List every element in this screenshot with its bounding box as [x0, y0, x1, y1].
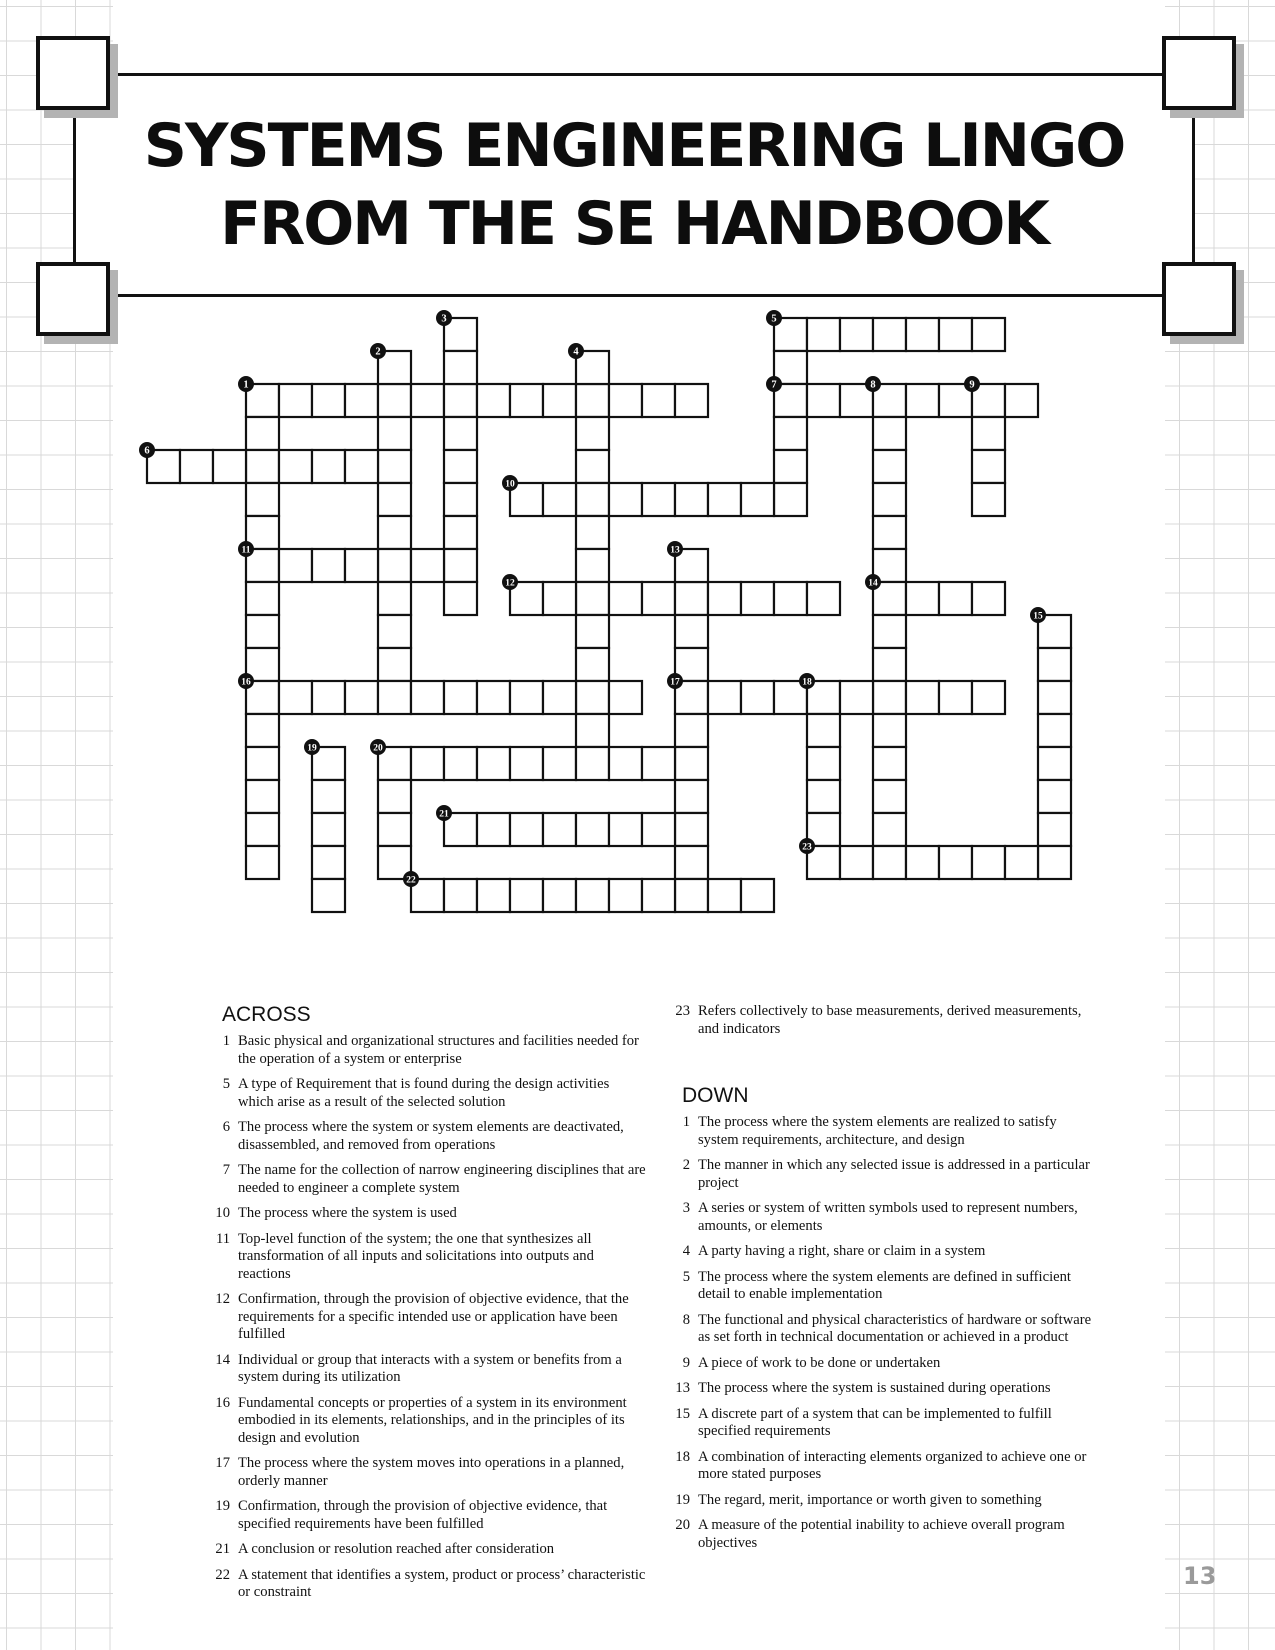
clue-item-number: 18	[675, 1448, 690, 1465]
grid-cell[interactable]	[675, 846, 708, 879]
clue-item-text: Confirmation, through the provision of objective evidence, that the requirements for a specific intended use or application have been fulfilled	[238, 1291, 629, 1342]
grid-cell[interactable]	[840, 846, 873, 879]
grid-cell[interactable]	[972, 846, 1005, 879]
grid-cell[interactable]	[873, 681, 906, 714]
grid-cell[interactable]	[675, 813, 708, 846]
grid-cell[interactable]	[246, 813, 279, 846]
grid-cell[interactable]	[345, 384, 378, 417]
grid-cell[interactable]	[378, 516, 411, 549]
clue-item-text: The process where the system elements are defined in sufficient detail to enable implementation	[698, 1268, 1071, 1302]
grid-cell[interactable]	[510, 384, 543, 417]
grid-cell[interactable]	[708, 681, 741, 714]
grid-cell[interactable]	[576, 648, 609, 681]
grid-cell[interactable]	[675, 879, 708, 912]
clue-item	[207, 1567, 647, 1602]
grid-cell[interactable]	[873, 450, 906, 483]
grid-cell[interactable]	[873, 747, 906, 780]
grid-cell[interactable]	[477, 747, 510, 780]
grid-cell[interactable]	[279, 450, 312, 483]
grid-cell[interactable]	[708, 879, 741, 912]
grid-cell[interactable]	[312, 813, 345, 846]
grid-cell[interactable]	[213, 450, 246, 483]
clue-item-text: The process where the system elements are realized to satisfy system requirements, architecture, and design	[698, 1114, 1057, 1148]
clue-item-number: 19	[675, 1491, 690, 1508]
grid-cell[interactable]	[972, 582, 1005, 615]
page-number: 13	[1183, 1562, 1217, 1590]
grid-cell[interactable]	[345, 450, 378, 483]
grid-cell[interactable]	[279, 384, 312, 417]
clue-number: 3	[441, 313, 447, 325]
grid-cell[interactable]	[774, 417, 807, 450]
grid-cell[interactable]	[246, 780, 279, 813]
grid-cell[interactable]	[906, 318, 939, 351]
grid-cell[interactable]	[543, 747, 576, 780]
grid-cell[interactable]	[1038, 648, 1071, 681]
clue-number: 14	[868, 578, 878, 589]
grid-cell[interactable]	[543, 813, 576, 846]
clue-item-text: A series or system of written symbols used to represent numbers, amounts, or elements	[698, 1200, 1078, 1234]
grid-cell[interactable]	[246, 615, 279, 648]
clue-number: 4	[573, 346, 579, 358]
clue-item-number: 17	[215, 1455, 230, 1471]
clue-item-number: 7	[222, 1162, 230, 1178]
grid-cell[interactable]	[906, 582, 939, 615]
clue-number: 8	[870, 379, 876, 391]
grid-cell[interactable]	[642, 582, 675, 615]
clue-item	[207, 1231, 647, 1284]
grid-cell[interactable]	[642, 483, 675, 516]
clue-item-text: Individual or group that interacts with a system or benefits from a system during its utilization	[238, 1351, 622, 1385]
grid-cell[interactable]	[477, 879, 510, 912]
title-line-1: SYSTEMS ENGINEERING LINGO	[143, 111, 1125, 181]
grid-cell[interactable]	[444, 516, 477, 549]
clue-item-number: 21	[215, 1541, 230, 1557]
clue-item-number: 5	[222, 1076, 230, 1092]
grid-cell[interactable]	[873, 417, 906, 450]
clue-number: 10	[505, 479, 515, 490]
clue-item-number: 22	[215, 1566, 230, 1583]
clue-item-number: 15	[675, 1405, 690, 1422]
grid-cell[interactable]	[444, 483, 477, 516]
grid-cell[interactable]	[1005, 846, 1038, 879]
clue-item	[667, 1492, 1097, 1510]
grid-cell[interactable]	[576, 450, 609, 483]
grid-cell[interactable]	[939, 846, 972, 879]
grid-cell[interactable]	[807, 780, 840, 813]
grid-cell[interactable]	[576, 714, 609, 747]
grid-cell[interactable]	[741, 681, 774, 714]
grid-cell[interactable]	[444, 384, 477, 417]
grid-cell[interactable]	[609, 582, 642, 615]
clue-item-number: 11	[215, 1230, 230, 1247]
clue-item-text: A discrete part of a system that can be implemented to fulfill specified requirements	[698, 1405, 1052, 1439]
clue-item	[207, 1162, 647, 1197]
clue-item-text: The process where the system or system elements are deactivated, disassembled, and removed from operations	[238, 1119, 624, 1153]
grid-cell[interactable]	[246, 846, 279, 879]
grid-cell[interactable]	[576, 747, 609, 780]
grid-cell[interactable]	[576, 681, 609, 714]
clue-item-text: A piece of work to be done or undertaken	[698, 1354, 941, 1371]
grid-cell[interactable]	[576, 417, 609, 450]
clue-item-number: 13	[675, 1380, 690, 1396]
clue-number: 22	[406, 875, 416, 886]
clue-item-text: A conclusion or resolution reached after consideration	[238, 1541, 555, 1557]
grid-cell[interactable]	[675, 615, 708, 648]
clue-item-text: A measure of the potential inability to achieve overall program objectives	[698, 1517, 1065, 1551]
clue-item	[207, 1291, 647, 1344]
clue-item	[667, 1200, 1097, 1235]
grid-cell[interactable]	[807, 714, 840, 747]
grid-cell[interactable]	[576, 879, 609, 912]
grid-cell[interactable]	[378, 813, 411, 846]
grid-cell[interactable]	[378, 549, 411, 582]
grid-cell[interactable]	[246, 582, 279, 615]
clue-item-text: A combination of interacting elements organized to achieve one or more stated purposes	[698, 1448, 1087, 1482]
grid-cell[interactable]	[378, 483, 411, 516]
grid-cell[interactable]	[675, 582, 708, 615]
grid-cell[interactable]	[543, 681, 576, 714]
clues-left-column	[207, 1003, 647, 1610]
grid-cell[interactable]	[345, 549, 378, 582]
clue-number: 16	[241, 677, 251, 688]
grid-cell[interactable]	[444, 351, 477, 384]
clue-item-number: 9	[682, 1354, 690, 1371]
grid-cell[interactable]	[576, 384, 609, 417]
clue-number: 17	[670, 677, 680, 688]
grid-cell[interactable]	[246, 450, 279, 483]
grid-cell[interactable]	[279, 549, 312, 582]
grid-cell[interactable]	[675, 747, 708, 780]
grid-cell[interactable]	[609, 879, 642, 912]
grid-cell[interactable]	[939, 681, 972, 714]
grid-cell[interactable]	[576, 813, 609, 846]
grid-cell[interactable]	[609, 681, 642, 714]
clue-item-number: 8	[682, 1311, 690, 1328]
clue-item-number: 3	[682, 1200, 690, 1216]
clue-item	[207, 1119, 647, 1154]
grid-cell[interactable]	[576, 582, 609, 615]
grid-cell[interactable]	[411, 549, 444, 582]
grid-cell[interactable]	[378, 615, 411, 648]
grid-cell[interactable]	[477, 681, 510, 714]
across-clue-list	[207, 1033, 647, 1602]
grid-cell[interactable]	[378, 648, 411, 681]
clue-item	[667, 1003, 1097, 1038]
grid-cell[interactable]	[642, 384, 675, 417]
grid-cell[interactable]	[411, 747, 444, 780]
clue-item-text: The name for the collection of narrow engineering disciplines that are needed to engineer a complete system	[238, 1162, 646, 1196]
grid-cell[interactable]	[378, 780, 411, 813]
clue-item	[207, 1076, 647, 1111]
grid-cell[interactable]	[609, 384, 642, 417]
grid-cell[interactable]	[906, 681, 939, 714]
grid-cell[interactable]	[807, 318, 840, 351]
grid-cell[interactable]	[609, 747, 642, 780]
grid-cell[interactable]	[774, 582, 807, 615]
grid-cell[interactable]	[477, 384, 510, 417]
grid-cell[interactable]	[312, 384, 345, 417]
clue-item	[667, 1355, 1097, 1373]
grid-cell[interactable]	[873, 780, 906, 813]
grid-cell[interactable]	[279, 681, 312, 714]
grid-cell[interactable]	[972, 318, 1005, 351]
grid-cell[interactable]	[543, 879, 576, 912]
grid-cell[interactable]	[873, 483, 906, 516]
grid-cell[interactable]	[543, 582, 576, 615]
clue-item-text: Top-level function of the system; the one that synthesizes all transformation of all inputs and solicitations into outputs and reactions	[238, 1230, 594, 1282]
grid-cell[interactable]	[906, 846, 939, 879]
grid-cell[interactable]	[543, 384, 576, 417]
clue-item-number: 5	[682, 1268, 690, 1285]
clue-item-text: The functional and physical characteristics of hardware or software as set forth in technical documentation or achieved in a product	[698, 1311, 1092, 1345]
grid-cell[interactable]	[642, 747, 675, 780]
grid-cell[interactable]	[807, 384, 840, 417]
clue-item-text: A statement that identifies a system, product or process’ characteristic or constraint	[238, 1566, 646, 1600]
grid-cell[interactable]	[312, 879, 345, 912]
grid-cell[interactable]	[576, 549, 609, 582]
clue-item	[667, 1243, 1097, 1261]
down-clue-list	[667, 1114, 1097, 1552]
grid-cell[interactable]	[510, 681, 543, 714]
grid-cell[interactable]	[873, 846, 906, 879]
grid-cell[interactable]	[378, 417, 411, 450]
grid-cell[interactable]	[1005, 384, 1038, 417]
grid-cell[interactable]	[807, 582, 840, 615]
grid-cell[interactable]	[543, 483, 576, 516]
grid-cell[interactable]	[939, 318, 972, 351]
grid-cell[interactable]	[510, 879, 543, 912]
clue-number: 2	[375, 346, 381, 358]
grid-cell[interactable]	[1038, 813, 1071, 846]
grid-cell[interactable]	[873, 615, 906, 648]
clues-right-column	[667, 1003, 1097, 1560]
grid-cell[interactable]	[873, 714, 906, 747]
grid-cell[interactable]	[510, 813, 543, 846]
grid-cell[interactable]	[741, 582, 774, 615]
clue-item	[667, 1406, 1097, 1441]
clue-item-number: 2	[682, 1157, 690, 1173]
grid-cell[interactable]	[675, 714, 708, 747]
grid-cell[interactable]	[741, 483, 774, 516]
clue-item-text: A party having a right, share or claim in a system	[698, 1243, 986, 1259]
clue-item-text: The process where the system moves into operations in a planned, orderly manner	[238, 1455, 625, 1489]
grid-cell[interactable]	[444, 879, 477, 912]
clue-item	[207, 1205, 647, 1223]
clue-item-number: 16	[215, 1394, 230, 1411]
clue-item	[207, 1541, 647, 1559]
grid-cell[interactable]	[180, 450, 213, 483]
grid-cell[interactable]	[312, 846, 345, 879]
clue-item-number: 12	[215, 1291, 230, 1307]
clue-number: 11	[241, 545, 251, 556]
clue-number: 23	[802, 842, 812, 853]
grid-cell[interactable]	[576, 516, 609, 549]
grid-cell[interactable]	[378, 384, 411, 417]
clue-item	[667, 1114, 1097, 1149]
clue-number: 9	[969, 379, 975, 391]
grid-cell[interactable]	[873, 516, 906, 549]
grid-cell[interactable]	[774, 483, 807, 516]
clue-item	[667, 1269, 1097, 1304]
clue-item-text: Fundamental concepts or properties of a system in its environment embodied in its elements, relationships, and in the principles of its design and evolution	[238, 1394, 627, 1446]
grid-cell[interactable]	[675, 384, 708, 417]
clue-number: 12	[505, 578, 515, 589]
clue-item	[667, 1380, 1097, 1398]
clue-item-text: The regard, merit, importance or worth given to something	[698, 1491, 1042, 1508]
grid-cell[interactable]	[312, 681, 345, 714]
clue-item-text: The manner in which any selected issue is addressed in a particular project	[698, 1157, 1090, 1191]
grid-cell[interactable]	[609, 483, 642, 516]
clue-number: 7	[771, 379, 777, 391]
grid-cell[interactable]	[378, 450, 411, 483]
clue-item-number: 19	[215, 1498, 230, 1514]
grid-cell[interactable]	[972, 417, 1005, 450]
grid-cell[interactable]	[246, 714, 279, 747]
grid-cell[interactable]	[1038, 681, 1071, 714]
grid-cell[interactable]	[444, 582, 477, 615]
grid-cell[interactable]	[444, 417, 477, 450]
grid-cell[interactable]	[972, 483, 1005, 516]
grid-cell[interactable]	[609, 813, 642, 846]
clue-item-number: 1	[682, 1114, 690, 1130]
clue-item	[667, 1157, 1097, 1192]
grid-cell[interactable]	[246, 417, 279, 450]
grid-cell[interactable]	[807, 747, 840, 780]
clue-number: 21	[439, 809, 449, 820]
grid-cell[interactable]	[741, 879, 774, 912]
grid-cell[interactable]	[873, 318, 906, 351]
clue-number: 19	[307, 743, 317, 754]
clue-number: 20	[373, 743, 383, 754]
clue-item	[667, 1517, 1097, 1552]
clue-item-number: 14	[215, 1351, 230, 1368]
grid-cell[interactable]	[675, 780, 708, 813]
grid-cell[interactable]	[312, 549, 345, 582]
grid-cell[interactable]	[444, 450, 477, 483]
clue-number: 1	[243, 379, 249, 391]
clue-item-text: The process where the system is sustained during operations	[698, 1380, 1051, 1396]
grid-cell[interactable]	[246, 483, 279, 516]
clue-item-number: 6	[222, 1119, 230, 1135]
grid-cell[interactable]	[972, 450, 1005, 483]
grid-cell[interactable]	[477, 813, 510, 846]
clue-item-number: 23	[675, 1003, 690, 1019]
grid-cell[interactable]	[1038, 747, 1071, 780]
grid-cell[interactable]	[873, 813, 906, 846]
grid-cell[interactable]	[378, 681, 411, 714]
clue-item-text: Confirmation, through the provision of objective evidence, that specified requirements have been fulfilled	[238, 1498, 608, 1532]
grid-cell[interactable]	[675, 483, 708, 516]
grid-cell[interactable]	[840, 318, 873, 351]
clue-item-text: Refers collectively to base measurements, derived measurements, and indicators	[698, 1003, 1082, 1037]
grid-cell[interactable]	[345, 681, 378, 714]
clue-item-text: The process where the system is used	[238, 1205, 457, 1221]
clue-item-text: A type of Requirement that is found during the design activities which arise as a result of the selected solution	[238, 1076, 610, 1110]
clue-item	[667, 1312, 1097, 1347]
grid-cell[interactable]	[1038, 846, 1071, 879]
grid-cell[interactable]	[411, 384, 444, 417]
down-heading: DOWN	[682, 1084, 749, 1107]
grid-cell[interactable]	[708, 483, 741, 516]
clue-item-text: Basic physical and organizational structures and facilities needed for the operation of a system or enterprise	[238, 1033, 639, 1067]
grid-cell[interactable]	[576, 483, 609, 516]
clue-item	[207, 1352, 647, 1387]
grid-cell[interactable]	[873, 648, 906, 681]
clue-number: 15	[1033, 611, 1043, 622]
grid-cell[interactable]	[939, 582, 972, 615]
clue-number: 6	[144, 445, 150, 457]
clue-item	[207, 1395, 647, 1448]
grid-cell[interactable]	[444, 681, 477, 714]
clue-item-number: 10	[215, 1205, 230, 1221]
grid-cell[interactable]	[576, 615, 609, 648]
clue-item-number: 4	[682, 1243, 690, 1259]
clue-item	[207, 1455, 647, 1490]
grid-cell[interactable]	[411, 681, 444, 714]
clue-number: 5	[771, 313, 777, 325]
title-line-2: FROM THE SE HANDBOOK	[220, 189, 1048, 259]
grid-cell[interactable]	[774, 450, 807, 483]
grid-cell[interactable]	[510, 747, 543, 780]
grid-cell[interactable]	[444, 549, 477, 582]
grid-cell[interactable]	[642, 879, 675, 912]
across-heading: ACROSS	[222, 1003, 311, 1026]
grid-cell[interactable]	[444, 747, 477, 780]
clue-item	[207, 1033, 647, 1068]
grid-cell[interactable]	[708, 582, 741, 615]
grid-cell[interactable]	[642, 813, 675, 846]
grid-cell[interactable]	[1038, 780, 1071, 813]
across-clue-list-continued	[667, 1003, 1097, 1038]
clue-number: 13	[670, 545, 680, 556]
grid-cell[interactable]	[906, 384, 939, 417]
grid-cell[interactable]	[378, 582, 411, 615]
clue-item	[667, 1449, 1097, 1484]
grid-cell[interactable]	[312, 450, 345, 483]
clue-item	[207, 1498, 647, 1533]
clue-item-number: 1	[222, 1033, 230, 1049]
grid-cell[interactable]	[972, 681, 1005, 714]
grid-cell[interactable]	[312, 780, 345, 813]
clue-item-number: 20	[675, 1517, 690, 1533]
grid-cell[interactable]	[1038, 714, 1071, 747]
grid-cell[interactable]	[246, 747, 279, 780]
clue-number: 18	[802, 677, 812, 688]
grid-cell[interactable]	[840, 681, 873, 714]
